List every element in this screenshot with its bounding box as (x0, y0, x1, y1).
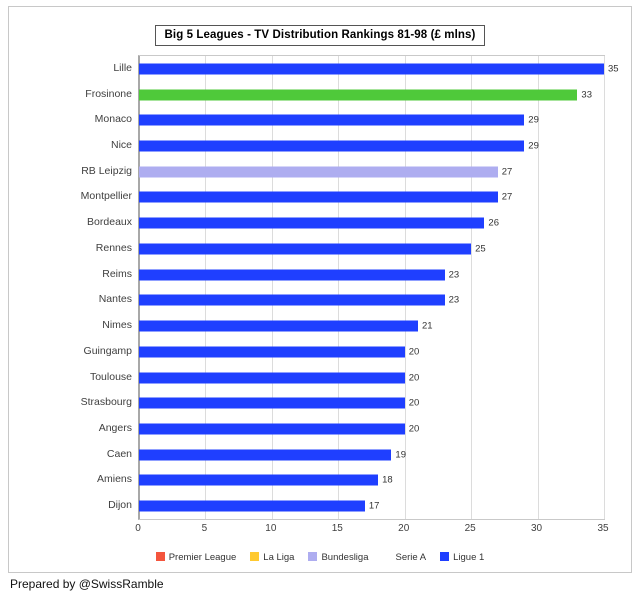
bar[interactable] (139, 501, 365, 512)
legend-item[interactable] (156, 552, 237, 563)
bar-value-label: 20 (408, 346, 420, 358)
bar-row[interactable] (139, 365, 604, 391)
category-label: Guingamp (83, 344, 132, 357)
legend-label: La Liga (263, 552, 295, 563)
bar-row[interactable] (139, 262, 604, 288)
credit-text: Prepared by @SwissRamble (10, 577, 164, 591)
bar-value-label: 23 (448, 269, 460, 281)
category-label: Rennes (95, 241, 132, 254)
bar-value-label: 25 (475, 243, 486, 255)
category-label: Strasbourg (80, 396, 132, 409)
bar-value-label: 35 (608, 63, 619, 75)
legend-item[interactable] (250, 552, 294, 563)
legend-swatch (382, 552, 391, 561)
bar[interactable] (139, 449, 391, 460)
category-label: Montpellier (80, 190, 132, 203)
bar[interactable] (139, 398, 405, 409)
bar-row[interactable] (139, 468, 604, 494)
legend-label: Serie A (395, 552, 427, 563)
category-label: Angers (98, 421, 132, 434)
bar-value-label: 18 (382, 474, 393, 486)
bar-row[interactable] (139, 339, 604, 365)
x-axis (135, 521, 609, 539)
plot-area (138, 55, 619, 520)
bar-series (139, 56, 619, 519)
legend-item[interactable] (382, 552, 426, 563)
bar-value-label: 19 (395, 449, 406, 461)
bar-value-label: 29 (528, 114, 539, 126)
bar[interactable] (139, 372, 405, 383)
legend-label: Ligue 1 (453, 552, 485, 563)
bar-value-label: 33 (581, 89, 592, 101)
bar[interactable] (139, 346, 405, 357)
x-tick-label: 25 (464, 523, 476, 534)
bar[interactable] (139, 423, 405, 434)
bar-row[interactable] (139, 210, 604, 236)
bar-row[interactable] (139, 442, 604, 468)
category-label: Lille (113, 61, 132, 74)
bar[interactable] (139, 475, 378, 486)
bar-value-label: 20 (408, 423, 420, 435)
legend-label: Bundesliga (321, 552, 369, 563)
category-label: Frosinone (85, 87, 132, 100)
legend-swatch (156, 552, 165, 561)
category-label: RB Leipzig (81, 164, 132, 177)
bar-value-label: 27 (501, 191, 513, 203)
bar-row[interactable] (139, 288, 604, 314)
legend-item[interactable] (308, 552, 368, 563)
bar[interactable] (139, 166, 498, 177)
category-label: Nice (110, 139, 132, 152)
category-label: Reims (102, 267, 132, 280)
x-tick-label: 0 (135, 523, 141, 534)
category-label: Amiens (96, 473, 132, 486)
bar-row[interactable] (139, 56, 619, 82)
bar-value-label: 27 (501, 166, 513, 178)
chart-card (8, 6, 632, 573)
bar-value-label: 17 (368, 500, 380, 512)
category-label: Caen (106, 447, 132, 460)
chart-title: Big 5 Leagues - TV Distribution Rankings 81-98 (£ mlns) (155, 25, 486, 46)
bar-row[interactable] (139, 493, 604, 519)
bar-row[interactable] (139, 159, 604, 185)
bar-row[interactable] (139, 390, 604, 416)
bar[interactable] (139, 192, 498, 203)
bar[interactable] (139, 243, 471, 254)
x-tick-label: 20 (398, 523, 410, 534)
bar[interactable] (139, 218, 484, 229)
bar-row[interactable] (139, 82, 604, 108)
chart-title-container (9, 25, 631, 46)
bar[interactable] (139, 141, 524, 152)
x-tick-label: 5 (201, 523, 208, 534)
chart-legend (9, 552, 631, 563)
category-label: Nantes (98, 293, 132, 306)
category-label: Nimes (102, 319, 132, 332)
bar-row[interactable] (139, 107, 604, 133)
bar-row[interactable] (139, 185, 604, 211)
x-tick-label: 30 (531, 523, 543, 534)
x-tick-label: 15 (331, 523, 343, 534)
bar-value-label: 20 (408, 397, 420, 409)
bar[interactable] (139, 321, 418, 332)
category-label: Dijon (108, 499, 132, 512)
legend-swatch (250, 552, 259, 561)
bar-row[interactable] (139, 416, 604, 442)
category-label: Bordeaux (87, 216, 132, 229)
bar[interactable] (139, 295, 445, 306)
bar-row[interactable] (139, 236, 604, 262)
legend-swatch (440, 552, 449, 561)
gridline-35 (604, 56, 605, 519)
x-tick-label: 35 (597, 523, 609, 534)
bar-value-label: 20 (408, 372, 420, 384)
legend-item[interactable] (440, 552, 484, 563)
bar-row[interactable] (139, 313, 604, 339)
category-axis (9, 55, 132, 520)
bar-value-label: 29 (528, 140, 539, 152)
bar[interactable] (139, 63, 604, 74)
bar[interactable] (139, 89, 577, 100)
bar[interactable] (139, 115, 524, 126)
bar-value-label: 23 (448, 294, 460, 306)
category-label: Monaco (94, 113, 132, 126)
bar-value-label: 26 (488, 217, 499, 229)
legend-swatch (308, 552, 317, 561)
x-tick-label: 10 (265, 523, 277, 534)
legend-label: Premier League (168, 552, 237, 563)
bar-value-label: 21 (422, 320, 433, 332)
bar-row[interactable] (139, 133, 604, 159)
category-label: Toulouse (89, 370, 132, 383)
bar[interactable] (139, 269, 445, 280)
